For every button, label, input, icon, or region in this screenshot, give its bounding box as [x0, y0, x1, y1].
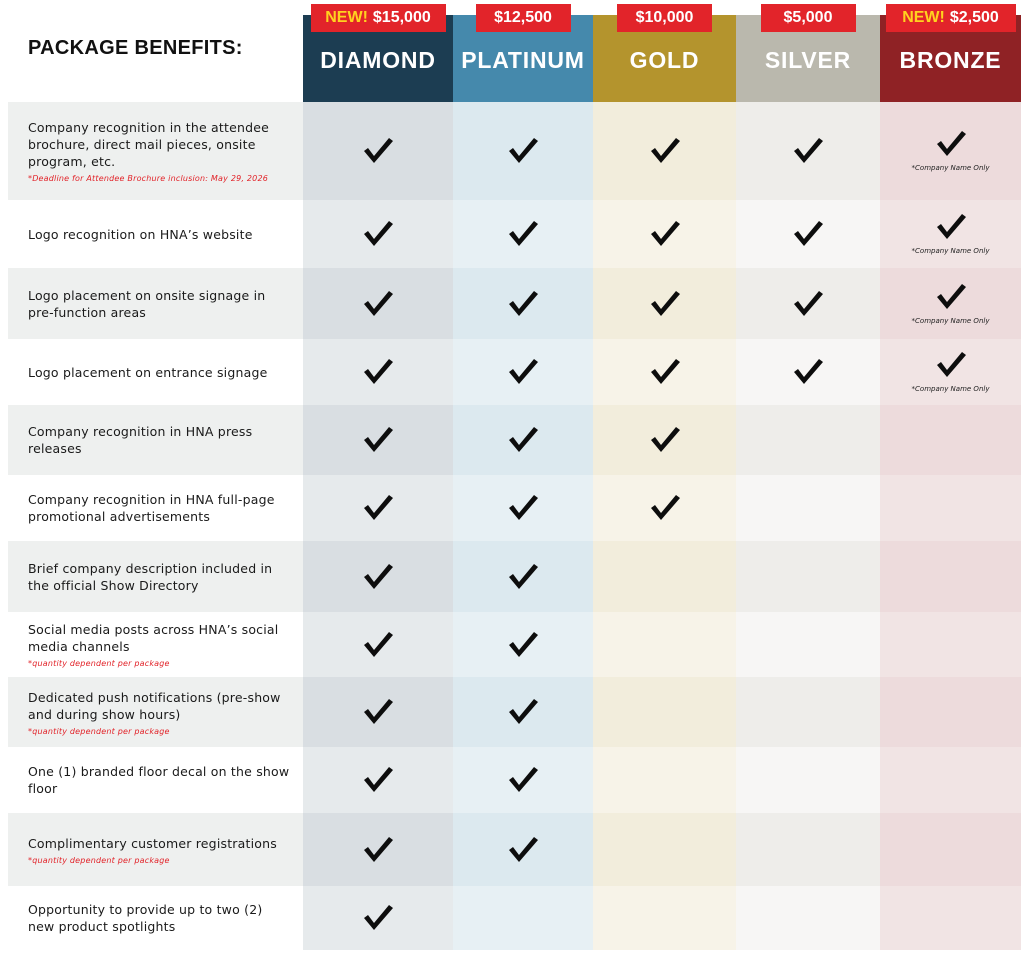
price-tag-bronze	[886, 4, 1016, 32]
benefit-text: Logo placement on onsite signage in pre-function areas	[28, 287, 266, 320]
company-name-only-note: *Company Name Only	[911, 385, 990, 393]
benefit-row-label	[8, 339, 303, 405]
checkmark-icon	[935, 283, 967, 311]
checkmark-icon	[507, 290, 539, 318]
checkmark-icon	[362, 220, 394, 248]
benefit-row-label	[8, 612, 303, 677]
silver-column-band	[736, 405, 880, 475]
benefit-cell-bronze	[880, 200, 1021, 268]
benefit-cell-bronze	[880, 339, 1021, 405]
gold-column-band	[593, 677, 736, 747]
silver-column-band	[736, 747, 880, 813]
checkmark-icon	[507, 137, 539, 165]
benefit-cell-platinum	[453, 747, 593, 813]
benefit-cell-diamond	[303, 102, 453, 200]
page-title: PACKAGE BENEFITS:	[28, 37, 243, 59]
package-name: GOLD	[629, 47, 700, 73]
price-tag-gold	[617, 4, 712, 32]
gold-column-band	[593, 541, 736, 612]
silver-column-band	[736, 886, 880, 950]
company-name-only-note: *Company Name Only	[911, 316, 990, 325]
package-price: $5,000	[783, 9, 833, 26]
benefit-cell-bronze	[880, 102, 1021, 200]
package-price: $15,000	[372, 9, 431, 26]
benefit-text: Dedicated push notifications (pre-show and during show hours)	[28, 689, 281, 722]
checkmark-icon	[507, 563, 539, 591]
benefit-cell-silver	[736, 102, 880, 200]
checkmark-icon	[507, 766, 539, 794]
benefit-text: Logo placement on entrance signage	[28, 364, 268, 380]
benefit-cell-diamond	[303, 339, 453, 405]
price-tag-silver	[761, 4, 856, 32]
checkmark-icon	[935, 130, 967, 158]
benefit-cell-gold	[593, 102, 736, 200]
benefit-cell-platinum	[453, 268, 593, 339]
gold-column-band	[593, 886, 736, 950]
platinum-column-band	[453, 886, 593, 950]
checkmark-icon	[507, 358, 539, 386]
bronze-column-band	[880, 612, 1021, 677]
checkmark-icon	[792, 358, 824, 386]
benefit-row-label	[8, 886, 303, 950]
benefit-cell-platinum	[453, 200, 593, 268]
new-badge: NEW!	[325, 9, 368, 26]
benefit-cell-gold	[593, 200, 736, 268]
silver-column-band	[736, 541, 880, 612]
checkmark-icon	[362, 766, 394, 794]
package-price: $10,000	[635, 9, 694, 26]
benefit-footnote: *quantity dependent per package	[28, 855, 170, 865]
benefit-text: Company recognition in HNA press releases	[28, 424, 253, 456]
benefit-cell-platinum	[453, 541, 593, 612]
checkmark-icon	[649, 137, 681, 165]
checkmark-icon	[649, 358, 681, 386]
checkmark-icon	[792, 137, 824, 165]
benefit-cell-silver	[736, 268, 880, 339]
benefit-cell-platinum	[453, 475, 593, 541]
benefit-cell-diamond	[303, 200, 453, 268]
checkmark-icon	[649, 220, 681, 248]
package-name: PLATINUM	[461, 47, 585, 73]
bronze-column-band	[880, 475, 1021, 541]
benefit-text: Company recognition in the attendee brochure, direct mail pieces, onsite program, etc.	[28, 120, 270, 169]
benefit-row-label	[8, 102, 303, 200]
checkmark-icon	[507, 631, 539, 659]
benefit-cell-platinum	[453, 612, 593, 677]
benefit-cell-platinum	[453, 102, 593, 200]
package-price: $12,500	[494, 9, 552, 26]
checkmark-icon	[507, 220, 539, 248]
benefit-text: Logo recognition on HNA’s website	[28, 226, 253, 242]
bronze-column-band	[880, 677, 1021, 747]
checkmark-icon	[362, 494, 394, 522]
checkmark-icon	[362, 358, 394, 386]
checkmark-icon	[792, 220, 824, 248]
benefit-cell-silver	[736, 200, 880, 268]
new-badge: NEW!	[902, 9, 945, 26]
benefit-text: Complimentary customer registrations	[28, 835, 277, 851]
checkmark-icon	[935, 351, 967, 379]
checkmark-icon	[649, 494, 681, 522]
checkmark-icon	[507, 426, 539, 454]
benefit-cell-silver	[736, 339, 880, 405]
checkmark-icon	[362, 137, 394, 165]
benefit-row-label	[8, 677, 303, 747]
benefit-row-label	[8, 541, 303, 612]
silver-column-band	[736, 677, 880, 747]
checkmark-icon	[507, 494, 539, 522]
benefit-text: Company recognition in HNA full-page promotional advertisements	[28, 492, 275, 524]
benefit-cell-diamond	[303, 677, 453, 747]
benefit-footnote: *Deadline for Attendee Brochure inclusion: May 29, 2026	[28, 174, 269, 183]
benefit-row-label	[8, 405, 303, 475]
benefit-cell-diamond	[303, 813, 453, 886]
bronze-column-band	[880, 541, 1021, 612]
benefit-footnote: *quantity dependent per package	[28, 659, 170, 668]
checkmark-icon	[792, 290, 824, 318]
gold-column-band	[593, 747, 736, 813]
benefit-row-label	[8, 268, 303, 339]
benefit-footnote: *quantity dependent per package	[28, 726, 170, 736]
benefit-text: Brief company description included in the official Show Directory	[28, 560, 273, 593]
checkmark-icon	[362, 698, 394, 726]
price-tag-diamond	[311, 4, 446, 32]
benefit-cell-gold	[593, 405, 736, 475]
benefit-cell-diamond	[303, 405, 453, 475]
checkmark-icon	[362, 563, 394, 591]
package-name: DIAMOND	[320, 47, 436, 73]
benefit-cell-platinum	[453, 405, 593, 475]
checkmark-icon	[362, 904, 394, 932]
benefit-cell-gold	[593, 339, 736, 405]
benefit-cell-diamond	[303, 612, 453, 677]
gold-column-band	[593, 612, 736, 677]
checkmark-icon	[362, 290, 394, 318]
benefit-row-label	[8, 475, 303, 541]
benefit-row-label	[8, 747, 303, 813]
benefit-cell-platinum	[453, 339, 593, 405]
bronze-column-band	[880, 886, 1021, 950]
benefit-cell-diamond	[303, 747, 453, 813]
benefit-cell-diamond	[303, 268, 453, 339]
company-name-only-note: *Company Name Only	[911, 247, 990, 255]
silver-column-band	[736, 612, 880, 677]
checkmark-icon	[935, 213, 967, 241]
silver-column-band	[736, 475, 880, 541]
checkmark-icon	[649, 290, 681, 318]
benefit-text: Social media posts across HNA’s social media channels	[28, 622, 279, 654]
gold-column-band	[593, 813, 736, 886]
benefit-cell-gold	[593, 268, 736, 339]
package-price: $2,500	[949, 9, 999, 26]
checkmark-icon	[649, 426, 681, 454]
benefit-cell-platinum	[453, 677, 593, 747]
checkmark-icon	[362, 631, 394, 659]
price-tag-platinum	[476, 4, 571, 32]
package-name: BRONZE	[899, 47, 1002, 73]
benefit-cell-diamond	[303, 886, 453, 950]
checkmark-icon	[362, 836, 394, 864]
benefit-text: Opportunity to provide up to two (2) new product spotlights	[28, 902, 263, 934]
bronze-column-band	[880, 405, 1021, 475]
bronze-column-band	[880, 813, 1021, 886]
benefit-cell-platinum	[453, 813, 593, 886]
checkmark-icon	[362, 426, 394, 454]
benefit-cell-gold	[593, 475, 736, 541]
company-name-only-note: *Company Name Only	[911, 164, 990, 172]
benefit-row-label	[8, 200, 303, 268]
benefit-text: One (1) branded floor decal on the show floor	[28, 764, 290, 796]
silver-column-band	[736, 813, 880, 886]
benefit-cell-bronze	[880, 268, 1021, 339]
bronze-column-band	[880, 747, 1021, 813]
benefit-cell-diamond	[303, 541, 453, 612]
checkmark-icon	[507, 698, 539, 726]
benefit-cell-diamond	[303, 475, 453, 541]
package-name: SILVER	[764, 47, 852, 73]
checkmark-icon	[507, 836, 539, 864]
benefit-row-label	[8, 813, 303, 886]
